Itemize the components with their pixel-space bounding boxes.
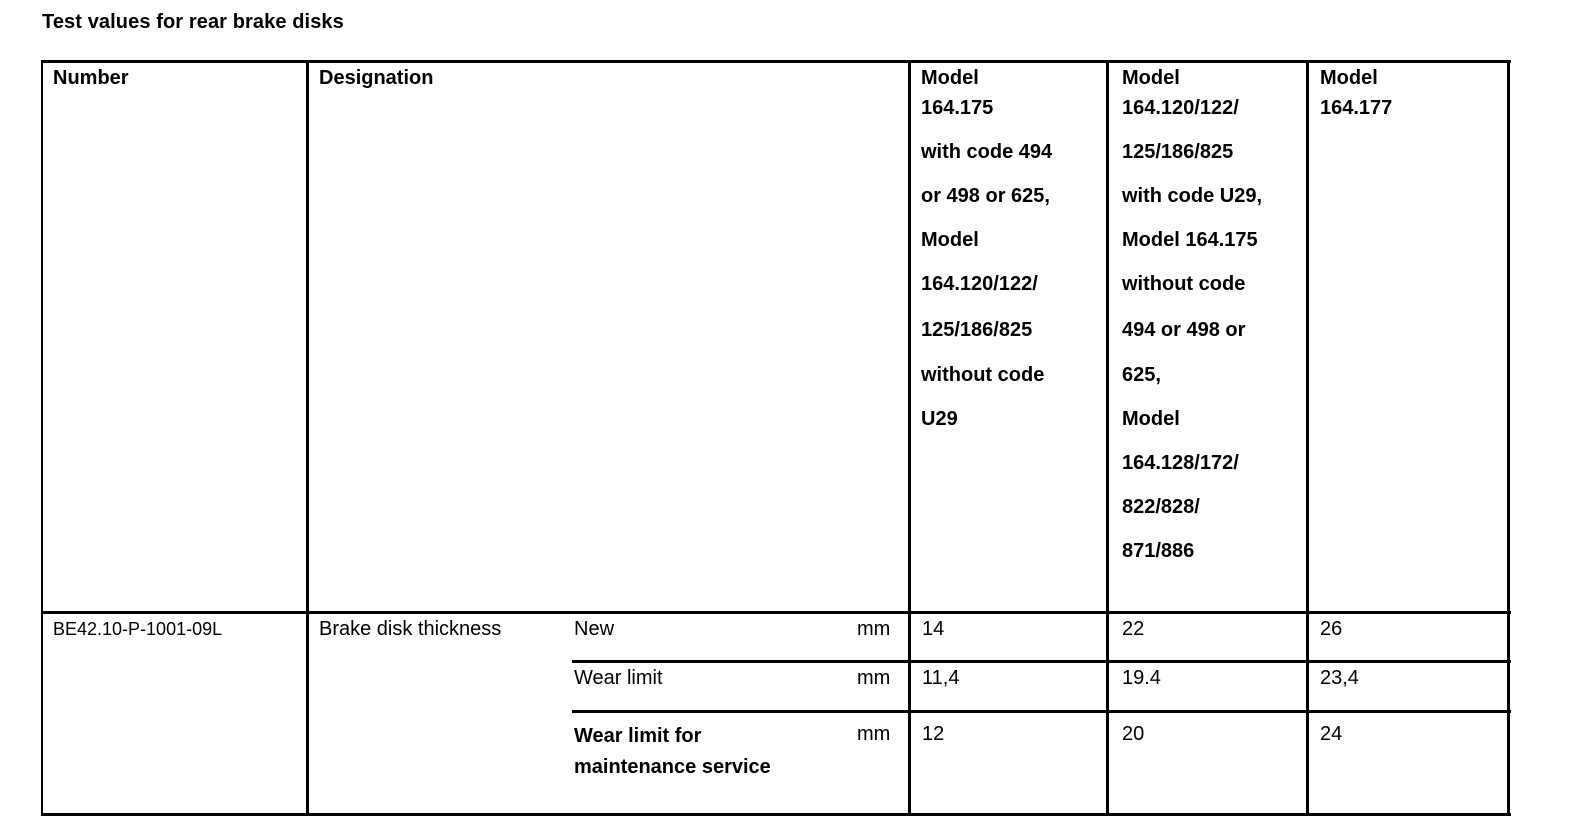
header-line: without code: [921, 364, 1045, 386]
header-line: without code: [1122, 273, 1246, 295]
header-line: 164.175: [921, 97, 994, 119]
header-line: 822/828/: [1122, 496, 1200, 518]
subrow-unit: mm: [857, 723, 891, 745]
table-border-right: [1507, 60, 1510, 816]
column-divider-model-1: [1106, 60, 1109, 816]
subrow-label-new: New: [574, 618, 615, 640]
header-line: Model: [1122, 67, 1180, 89]
table-cell: 26: [1320, 618, 1343, 640]
header-line: Model 164.175: [1122, 229, 1258, 251]
header-designation: Designation: [319, 67, 434, 89]
table-cell: 24: [1320, 723, 1343, 745]
header-line: 164.128/172/: [1122, 452, 1239, 474]
table-cell: 14: [922, 618, 945, 640]
header-line: 871/886: [1122, 540, 1195, 562]
header-line: 625,: [1122, 364, 1161, 386]
header-line: 164.177: [1320, 97, 1393, 119]
table-cell: 20: [1122, 723, 1145, 745]
row-designation: Brake disk thickness: [319, 618, 502, 640]
row-number: BE42.10-P-1001-09L: [53, 619, 223, 639]
header-line: Model: [921, 229, 979, 251]
column-divider-number: [306, 60, 309, 816]
column-divider-designation: [908, 60, 911, 816]
page-title: Test values for rear brake disks: [42, 11, 344, 33]
header-number: Number: [53, 67, 129, 89]
header-line: or 498 or 625,: [921, 185, 1050, 207]
subrow-unit: mm: [857, 667, 891, 689]
subrow-label-maintenance-line-2: maintenance service: [574, 756, 771, 778]
header-line: 125/186/825: [1122, 141, 1234, 163]
header-line: 164.120/122/: [921, 273, 1038, 295]
column-divider-model-2: [1306, 60, 1309, 816]
header-line: with code 494: [921, 141, 1053, 163]
table-cell: 23,4: [1320, 667, 1359, 689]
header-line: U29: [921, 408, 958, 430]
subrow-unit: mm: [857, 618, 891, 640]
table-border-top: [41, 60, 1511, 63]
header-line: 164.120/122/: [1122, 97, 1239, 119]
subrow-divider-1: [572, 660, 1511, 663]
header-line: 125/186/825: [921, 319, 1033, 341]
table-cell: 19.4: [1122, 667, 1161, 689]
header-line: Model: [1122, 408, 1180, 430]
subrow-label-maintenance-line-1: Wear limit for: [574, 725, 702, 747]
header-row-divider: [41, 611, 1511, 614]
table-border-left: [41, 60, 43, 816]
header-line: with code U29,: [1122, 185, 1263, 207]
table-cell: 11,4: [922, 667, 960, 689]
header-line: Model: [921, 67, 979, 89]
table-cell: 12: [922, 723, 945, 745]
header-line: Model: [1320, 67, 1378, 89]
table-border-bottom: [41, 813, 1511, 816]
table-cell: 22: [1122, 618, 1145, 640]
header-line: 494 or 498 or: [1122, 319, 1246, 341]
subrow-label-wear-limit: Wear limit: [574, 667, 663, 689]
subrow-divider-2: [572, 710, 1511, 713]
